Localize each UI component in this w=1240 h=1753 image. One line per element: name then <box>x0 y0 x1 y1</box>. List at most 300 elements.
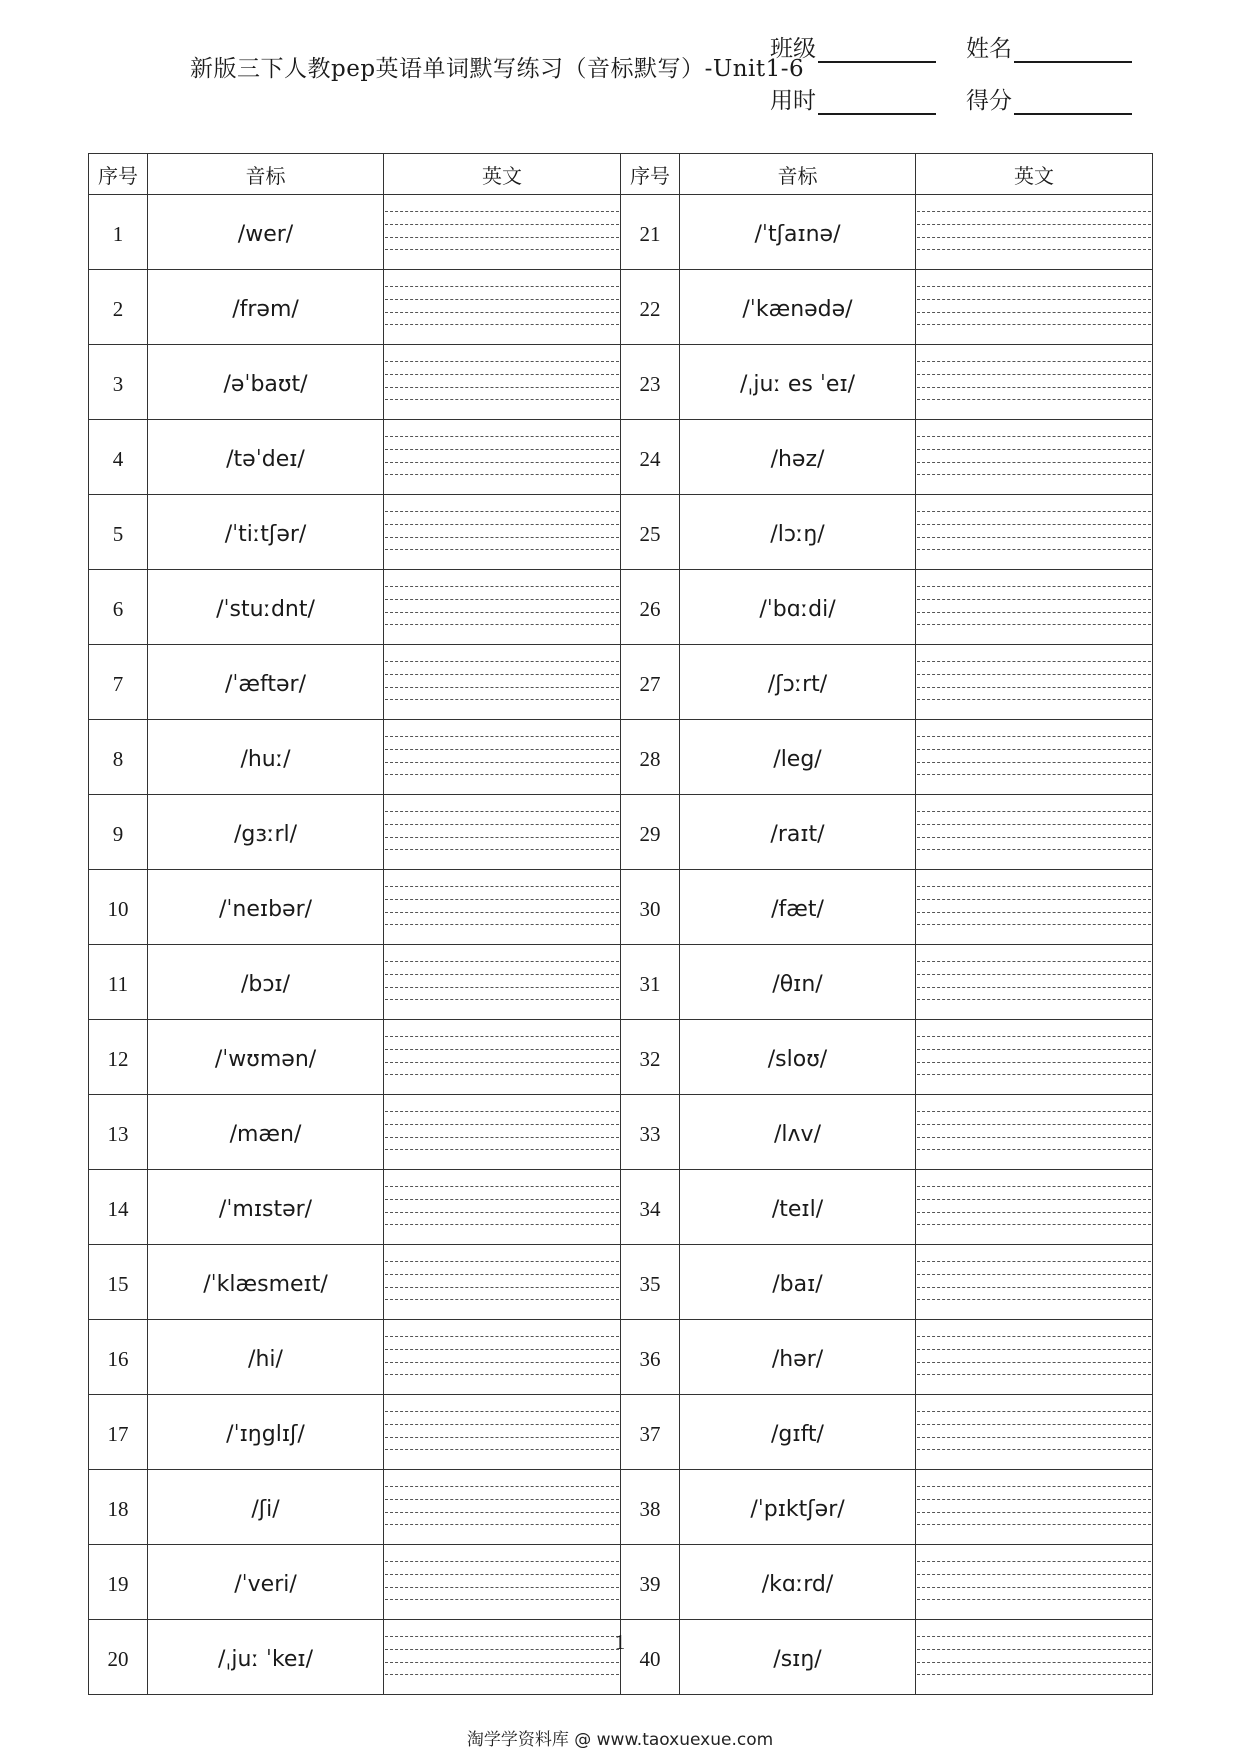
dashed-guide-line <box>917 999 1151 1000</box>
phonetic-cell: /sloʊ/ <box>680 1020 916 1095</box>
phonetic-cell: /ˈklæsmeɪt/ <box>148 1245 384 1320</box>
dashed-guide-line <box>385 1662 619 1663</box>
dashed-guide-line <box>385 1074 619 1075</box>
phonetic-cell: /mæn/ <box>148 1095 384 1170</box>
dashed-guide-line <box>917 599 1151 600</box>
dashed-guide-line <box>917 1674 1151 1675</box>
table-row <box>89 870 1153 945</box>
writing-lines <box>917 1186 1151 1224</box>
answer-cell[interactable] <box>384 1020 621 1095</box>
answer-cell[interactable] <box>384 1470 621 1545</box>
class-label: 班级 <box>770 36 816 62</box>
dashed-guide-line <box>917 699 1151 700</box>
answer-cell[interactable] <box>916 1095 1153 1170</box>
dashed-guide-line <box>917 1424 1151 1425</box>
score-field[interactable] <box>966 82 1132 115</box>
dashed-guide-line <box>385 1186 619 1187</box>
table-row <box>89 1170 1153 1245</box>
dashed-guide-line <box>385 961 619 962</box>
dashed-guide-line <box>385 674 619 675</box>
watermark: 淘学学资料库 @ www.taoxuexue.com <box>466 1730 774 1750</box>
writing-lines <box>385 661 619 699</box>
table-row <box>89 1095 1153 1170</box>
phonetic-cell: /əˈbaʊt/ <box>148 345 384 420</box>
writing-lines <box>917 1111 1151 1149</box>
writing-lines <box>385 1561 619 1599</box>
dashed-guide-line <box>917 524 1151 525</box>
dashed-guide-line <box>385 374 619 375</box>
writing-lines <box>917 286 1151 324</box>
time-blank[interactable] <box>818 93 936 115</box>
row-number: 36 <box>621 1320 680 1395</box>
writing-lines <box>385 1186 619 1224</box>
dashed-guide-line <box>385 1212 619 1213</box>
writing-lines <box>385 886 619 924</box>
dashed-guide-line <box>385 361 619 362</box>
table-row <box>89 1545 1153 1620</box>
phonetic-cell: /həz/ <box>680 420 916 495</box>
phonetic-cell: /kɑːrd/ <box>680 1545 916 1620</box>
answer-cell[interactable] <box>916 1395 1153 1470</box>
dashed-guide-line <box>385 1199 619 1200</box>
table-row <box>89 270 1153 345</box>
writing-lines <box>917 1486 1151 1524</box>
dashed-guide-line <box>385 1499 619 1500</box>
row-number: 13 <box>89 1095 148 1170</box>
phonetic-cell: /ˈbɑːdi/ <box>680 570 916 645</box>
dashed-guide-line <box>385 387 619 388</box>
dashed-guide-line <box>917 849 1151 850</box>
row-number: 18 <box>89 1470 148 1545</box>
writing-lines <box>385 1111 619 1149</box>
writing-lines <box>385 286 619 324</box>
phonetic-cell: /raɪt/ <box>680 795 916 870</box>
dashed-guide-line <box>917 774 1151 775</box>
answer-cell[interactable] <box>916 1320 1153 1395</box>
writing-lines <box>917 1336 1151 1374</box>
dashed-guide-line <box>917 549 1151 550</box>
phonetic-cell: /ˈpɪktʃər/ <box>680 1470 916 1545</box>
row-number: 21 <box>621 195 680 270</box>
writing-lines <box>917 661 1151 699</box>
phonetic-cell: /sɪŋ/ <box>680 1620 916 1695</box>
col-header-index: 序号 <box>89 154 148 195</box>
dashed-guide-line <box>917 687 1151 688</box>
table-row <box>89 1020 1153 1095</box>
dashed-guide-line <box>385 1437 619 1438</box>
phonetic-cell: /ˈɪŋglɪʃ/ <box>148 1395 384 1470</box>
dashed-guide-line <box>917 237 1151 238</box>
phonetic-cell: /gɜːrl/ <box>148 795 384 870</box>
answer-cell[interactable] <box>916 870 1153 945</box>
dashed-guide-line <box>917 537 1151 538</box>
dashed-guide-line <box>917 586 1151 587</box>
row-number: 19 <box>89 1545 148 1620</box>
dashed-guide-line <box>917 1049 1151 1050</box>
dashed-guide-line <box>385 474 619 475</box>
writing-lines <box>385 961 619 999</box>
dashed-guide-line <box>917 1137 1151 1138</box>
row-number: 33 <box>621 1095 680 1170</box>
answer-cell[interactable] <box>384 420 621 495</box>
dashed-guide-line <box>385 1287 619 1288</box>
dashed-guide-line <box>917 1524 1151 1525</box>
dashed-guide-line <box>917 987 1151 988</box>
class-field[interactable] <box>770 30 936 63</box>
phonetic-cell: /ˌjuː ˈkeɪ/ <box>148 1620 384 1695</box>
answer-cell[interactable] <box>384 1170 621 1245</box>
row-number: 15 <box>89 1245 148 1320</box>
row-number: 11 <box>89 945 148 1020</box>
phonetic-cell: /ʃi/ <box>148 1470 384 1545</box>
writing-lines <box>385 1336 619 1374</box>
dashed-guide-line <box>917 1587 1151 1588</box>
writing-lines <box>385 736 619 774</box>
answer-cell[interactable] <box>916 1245 1153 1320</box>
dashed-guide-line <box>917 211 1151 212</box>
answer-cell[interactable] <box>384 1320 621 1395</box>
dashed-guide-line <box>917 1186 1151 1187</box>
dashed-guide-line <box>385 586 619 587</box>
dashed-guide-line <box>385 549 619 550</box>
dashed-guide-line <box>385 1449 619 1450</box>
dashed-guide-line <box>385 1512 619 1513</box>
phonetic-cell: /ˌjuː es ˈeɪ/ <box>680 345 916 420</box>
dashed-guide-line <box>917 1074 1151 1075</box>
dashed-guide-line <box>385 837 619 838</box>
answer-cell[interactable] <box>384 495 621 570</box>
table-row <box>89 795 1153 870</box>
dashed-guide-line <box>917 661 1151 662</box>
worksheet-title <box>190 50 804 83</box>
answer-cell[interactable] <box>916 195 1153 270</box>
writing-lines <box>917 1036 1151 1074</box>
phonetic-cell: /fæt/ <box>680 870 916 945</box>
writing-lines <box>917 961 1151 999</box>
table-row <box>89 1470 1153 1545</box>
answer-cell[interactable] <box>384 1245 621 1320</box>
dashed-guide-line <box>385 324 619 325</box>
dashed-guide-line <box>385 811 619 812</box>
answer-cell[interactable] <box>384 945 621 1020</box>
phonetic-cell: /wer/ <box>148 195 384 270</box>
writing-lines <box>385 1036 619 1074</box>
writing-lines <box>385 1486 619 1524</box>
writing-lines <box>385 1261 619 1299</box>
dashed-guide-line <box>917 1212 1151 1213</box>
answer-cell[interactable] <box>916 1020 1153 1095</box>
dashed-guide-line <box>917 1437 1151 1438</box>
dashed-guide-line <box>385 912 619 913</box>
answer-cell[interactable] <box>384 870 621 945</box>
dashed-guide-line <box>917 1224 1151 1225</box>
writing-lines <box>385 586 619 624</box>
dashed-guide-line <box>385 1587 619 1588</box>
dashed-guide-line <box>385 999 619 1000</box>
row-number: 27 <box>621 645 680 720</box>
dashed-guide-line <box>385 1274 619 1275</box>
dashed-guide-line <box>385 1349 619 1350</box>
row-number: 22 <box>621 270 680 345</box>
col-header-phonetic: 音标 <box>680 154 916 195</box>
phonetic-cell: /huː/ <box>148 720 384 795</box>
dashed-guide-line <box>385 612 619 613</box>
phonetic-cell: /ˈtʃaɪnə/ <box>680 195 916 270</box>
writing-lines <box>385 511 619 549</box>
table-body <box>89 195 1153 1695</box>
dashed-guide-line <box>917 899 1151 900</box>
dashed-guide-line <box>917 1036 1151 1037</box>
dashed-guide-line <box>917 762 1151 763</box>
row-number: 7 <box>89 645 148 720</box>
dashed-guide-line <box>917 961 1151 962</box>
dashed-guide-line <box>917 1299 1151 1300</box>
dashed-guide-line <box>385 1374 619 1375</box>
dashed-guide-line <box>917 1111 1151 1112</box>
page-number: 1 <box>614 1630 626 1654</box>
dashed-guide-line <box>385 1149 619 1150</box>
row-number: 3 <box>89 345 148 420</box>
dashed-guide-line <box>917 1124 1151 1125</box>
writing-lines <box>385 1411 619 1449</box>
phonetic-cell: /ˈveri/ <box>148 1545 384 1620</box>
dashed-guide-line <box>917 912 1151 913</box>
dashed-guide-line <box>385 449 619 450</box>
dashed-guide-line <box>385 987 619 988</box>
dashed-guide-line <box>385 899 619 900</box>
answer-cell[interactable] <box>916 495 1153 570</box>
dashed-guide-line <box>917 474 1151 475</box>
dashed-guide-line <box>917 511 1151 512</box>
writing-lines <box>385 436 619 474</box>
row-number: 29 <box>621 795 680 870</box>
answer-cell[interactable] <box>916 1470 1153 1545</box>
writing-lines <box>917 1261 1151 1299</box>
dashed-guide-line <box>385 661 619 662</box>
dashed-guide-line <box>385 286 619 287</box>
dashed-guide-line <box>385 749 619 750</box>
dashed-guide-line <box>385 736 619 737</box>
dashed-guide-line <box>385 511 619 512</box>
answer-cell[interactable] <box>916 420 1153 495</box>
table-row <box>89 195 1153 270</box>
dashed-guide-line <box>385 824 619 825</box>
table-row <box>89 1395 1153 1470</box>
writing-lines <box>385 361 619 399</box>
dashed-guide-line <box>917 837 1151 838</box>
phonetic-cell: /ˈæftər/ <box>148 645 384 720</box>
answer-cell[interactable] <box>916 345 1153 420</box>
row-number: 37 <box>621 1395 680 1470</box>
table-row <box>89 420 1153 495</box>
dashed-guide-line <box>917 674 1151 675</box>
phonetic-cell: /ˈstuːdnt/ <box>148 570 384 645</box>
row-number: 40 <box>621 1620 680 1695</box>
dashed-guide-line <box>917 324 1151 325</box>
dashed-guide-line <box>385 849 619 850</box>
dashed-guide-line <box>917 1336 1151 1337</box>
phonetic-cell: /θɪn/ <box>680 945 916 1020</box>
dashed-guide-line <box>385 1411 619 1412</box>
table-row <box>89 1245 1153 1320</box>
row-number: 6 <box>89 570 148 645</box>
phonetic-cell: /frəm/ <box>148 270 384 345</box>
dashed-guide-line <box>917 462 1151 463</box>
dashed-guide-line <box>385 224 619 225</box>
dashed-guide-line <box>385 1049 619 1050</box>
dashed-guide-line <box>917 224 1151 225</box>
dashed-guide-line <box>917 624 1151 625</box>
writing-lines <box>917 361 1151 399</box>
answer-cell[interactable] <box>384 1545 621 1620</box>
answer-cell[interactable] <box>384 795 621 870</box>
answer-cell[interactable] <box>916 645 1153 720</box>
dashed-guide-line <box>385 1036 619 1037</box>
dashed-guide-line <box>385 436 619 437</box>
phonetic-cell: /bɔɪ/ <box>148 945 384 1020</box>
dashed-guide-line <box>917 1149 1151 1150</box>
answer-cell[interactable] <box>916 795 1153 870</box>
phonetic-cell: /ˈneɪbər/ <box>148 870 384 945</box>
dashed-guide-line <box>917 374 1151 375</box>
dashed-guide-line <box>385 524 619 525</box>
dashed-guide-line <box>917 1499 1151 1500</box>
phonetic-cell: /hi/ <box>148 1320 384 1395</box>
row-number: 39 <box>621 1545 680 1620</box>
answer-cell[interactable] <box>384 1395 621 1470</box>
answer-cell[interactable] <box>916 1170 1153 1245</box>
dashed-guide-line <box>917 1486 1151 1487</box>
dashed-guide-line <box>385 624 619 625</box>
col-header-phonetic: 音标 <box>148 154 384 195</box>
phonetic-cell: /ˈkænədə/ <box>680 270 916 345</box>
dashed-guide-line <box>385 1111 619 1112</box>
dashed-guide-line <box>917 299 1151 300</box>
answer-cell[interactable] <box>384 1095 621 1170</box>
time-label: 用时 <box>770 88 816 114</box>
row-number: 28 <box>621 720 680 795</box>
dashed-guide-line <box>385 1486 619 1487</box>
row-number: 16 <box>89 1320 148 1395</box>
table-row <box>89 495 1153 570</box>
dashed-guide-line <box>385 1062 619 1063</box>
answer-cell[interactable] <box>384 720 621 795</box>
col-header-english: 英文 <box>916 154 1153 195</box>
phonetic-cell: /ʃɔːrt/ <box>680 645 916 720</box>
phonetic-cell: /təˈdeɪ/ <box>148 420 384 495</box>
table-row <box>89 570 1153 645</box>
dashed-guide-line <box>385 687 619 688</box>
dashed-guide-line <box>917 1199 1151 1200</box>
writing-lines <box>917 736 1151 774</box>
dashed-guide-line <box>917 1261 1151 1262</box>
answer-cell[interactable] <box>916 1545 1153 1620</box>
writing-lines <box>385 211 619 249</box>
dashed-guide-line <box>917 924 1151 925</box>
score-blank[interactable] <box>1014 93 1132 115</box>
table-row <box>89 1320 1153 1395</box>
dashed-guide-line <box>385 399 619 400</box>
table-row <box>89 345 1153 420</box>
answer-cell[interactable] <box>384 345 621 420</box>
dashed-guide-line <box>385 1674 619 1675</box>
dashed-guide-line <box>917 1349 1151 1350</box>
col-header-index: 序号 <box>621 154 680 195</box>
answer-cell[interactable] <box>916 570 1153 645</box>
answer-cell[interactable] <box>384 645 621 720</box>
name-field[interactable] <box>966 30 1132 63</box>
answer-cell[interactable] <box>384 270 621 345</box>
phonetic-cell: /ˈwʊmən/ <box>148 1020 384 1095</box>
dashed-guide-line <box>385 924 619 925</box>
dashed-guide-line <box>917 1599 1151 1600</box>
row-number: 10 <box>89 870 148 945</box>
phonetic-cell: /lɔːŋ/ <box>680 495 916 570</box>
dashed-guide-line <box>385 1137 619 1138</box>
dashed-guide-line <box>917 1411 1151 1412</box>
row-number: 1 <box>89 195 148 270</box>
row-number: 2 <box>89 270 148 345</box>
dashed-guide-line <box>917 1274 1151 1275</box>
row-number: 23 <box>621 345 680 420</box>
dashed-guide-line <box>917 286 1151 287</box>
row-number: 17 <box>89 1395 148 1470</box>
dashed-guide-line <box>385 1561 619 1562</box>
phonetic-cell: /gɪft/ <box>680 1395 916 1470</box>
class-blank[interactable] <box>818 41 936 63</box>
row-number: 5 <box>89 495 148 570</box>
dashed-guide-line <box>917 449 1151 450</box>
dashed-guide-line <box>385 249 619 250</box>
row-number: 4 <box>89 420 148 495</box>
dashed-guide-line <box>917 974 1151 975</box>
phonetic-cell: /ˈmɪstər/ <box>148 1170 384 1245</box>
word-table <box>88 153 1153 1695</box>
dashed-guide-line <box>385 599 619 600</box>
writing-lines <box>917 1561 1151 1599</box>
dashed-guide-line <box>917 824 1151 825</box>
writing-lines <box>917 811 1151 849</box>
answer-cell[interactable] <box>384 195 621 270</box>
dashed-guide-line <box>385 1599 619 1600</box>
name-blank[interactable] <box>1014 41 1132 63</box>
dashed-guide-line <box>385 537 619 538</box>
time-field[interactable] <box>770 82 936 115</box>
row-number: 12 <box>89 1020 148 1095</box>
answer-cell[interactable] <box>916 720 1153 795</box>
dashed-guide-line <box>917 1374 1151 1375</box>
dashed-guide-line <box>917 736 1151 737</box>
dashed-guide-line <box>917 886 1151 887</box>
answer-cell[interactable] <box>384 570 621 645</box>
dashed-guide-line <box>385 762 619 763</box>
dashed-guide-line <box>917 387 1151 388</box>
row-number: 8 <box>89 720 148 795</box>
row-number: 24 <box>621 420 680 495</box>
dashed-guide-line <box>385 299 619 300</box>
answer-cell[interactable] <box>916 270 1153 345</box>
phonetic-cell: /leg/ <box>680 720 916 795</box>
row-number: 34 <box>621 1170 680 1245</box>
answer-cell[interactable] <box>916 945 1153 1020</box>
dashed-guide-line <box>385 1574 619 1575</box>
col-header-english: 英文 <box>384 154 621 195</box>
row-number: 32 <box>621 1020 680 1095</box>
dashed-guide-line <box>917 1561 1151 1562</box>
row-number: 25 <box>621 495 680 570</box>
dashed-guide-line <box>917 1362 1151 1363</box>
dashed-guide-line <box>917 749 1151 750</box>
